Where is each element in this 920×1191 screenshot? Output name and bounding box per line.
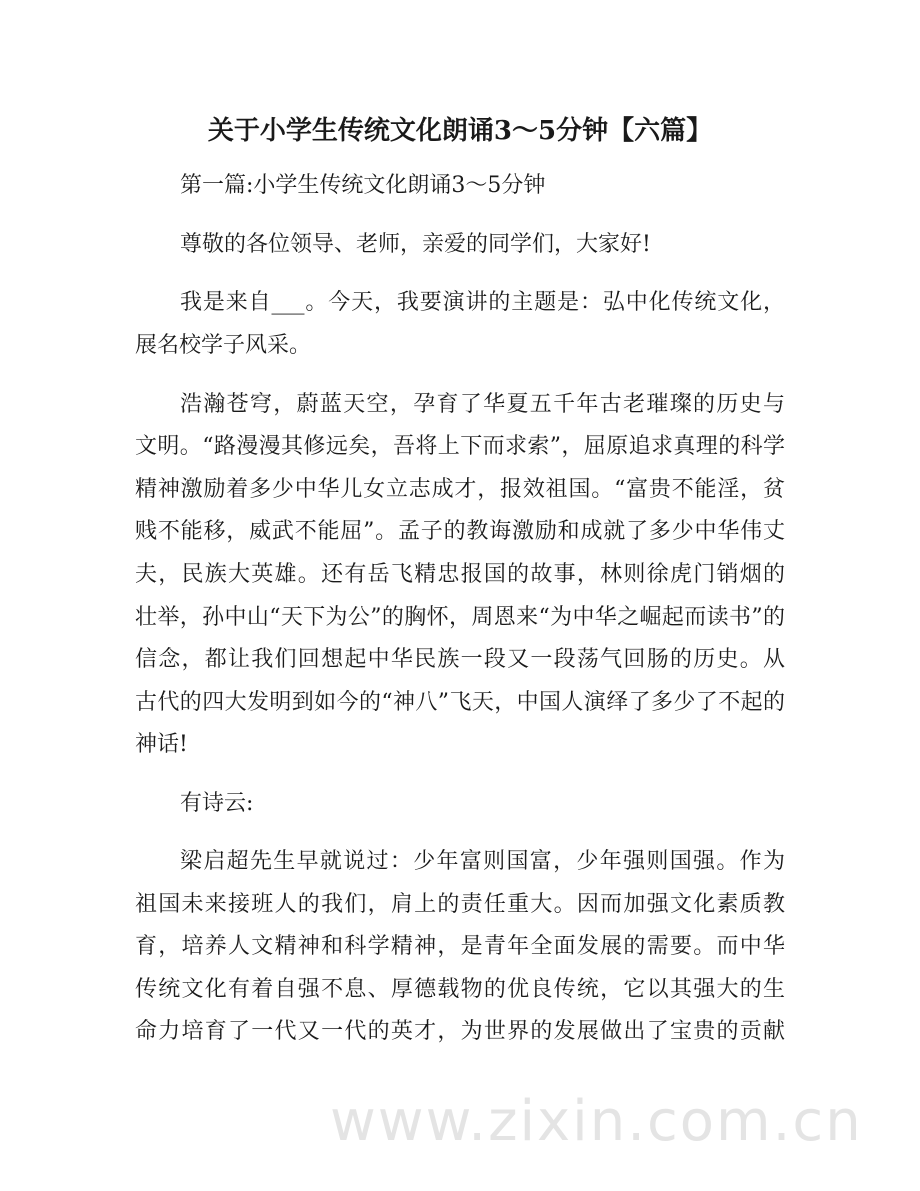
text-line: 文明。“路漫漫其修远矣，吾将上下而求索”，屈原追求真理的科学 — [135, 434, 785, 459]
text-line: 精神激励着多少中华儿女立志成才，报效祖国。“富贵不能淫，贫 — [135, 477, 785, 502]
document-title: 关于小学生传统文化朗诵3～5分钟【六篇】 — [207, 116, 713, 146]
text-line: 育，培养人文精神和科学精神，是青年全面发展的需要。而中华 — [135, 934, 785, 959]
text-line: 有诗云: — [180, 791, 254, 816]
text-line: 信念，都让我们回想起中华民族一段又一段荡气回肠的历史。从 — [135, 647, 785, 672]
text-line: 展名校学子风采。 — [135, 333, 312, 358]
text-line: 贱不能移，威武不能屈”。孟子的教诲激励和成就了多少中华伟丈 — [135, 519, 785, 544]
text-line: 浩瀚苍穹，蔚蓝天空，孕育了华夏五千年古老璀璨的历史与 — [180, 392, 785, 417]
section-heading: 第一篇:小学生传统文化朗诵3～5分钟 — [180, 173, 546, 198]
text-line: 命力培育了一代又一代的英才，为世界的发展做出了宝贵的贡献 — [135, 1019, 785, 1044]
text-line: 尊敬的各位领导、老师，亲爱的同学们，大家好! — [180, 232, 651, 257]
text-line: 夫，民族大英雄。还有岳飞精忠报国的故事，林则徐虎门销烟的 — [135, 562, 785, 587]
text-line: 祖国未来接班人的我们，肩上的责任重大。因而加强文化素质教 — [135, 892, 785, 917]
text-line: 神话! — [135, 732, 188, 757]
text-line: 壮举，孙中山“天下为公”的胸怀，周恩来“为中华之崛起而读书”的 — [135, 605, 785, 630]
text-line: 传统文化有着自强不息、厚德载物的优良传统，它以其强大的生 — [135, 977, 785, 1002]
watermark: www.zixin.com.cn — [330, 1089, 863, 1154]
text-line: 古代的四大发明到如今的“神八”飞天，中国人演绎了多少了不起的 — [135, 690, 785, 715]
text-line: 我是来自___。今天，我要演讲的主题是：弘中化传统文化， — [180, 290, 785, 315]
text-line: 梁启超先生早就说过：少年富则国富，少年强则国强。作为 — [180, 849, 785, 874]
